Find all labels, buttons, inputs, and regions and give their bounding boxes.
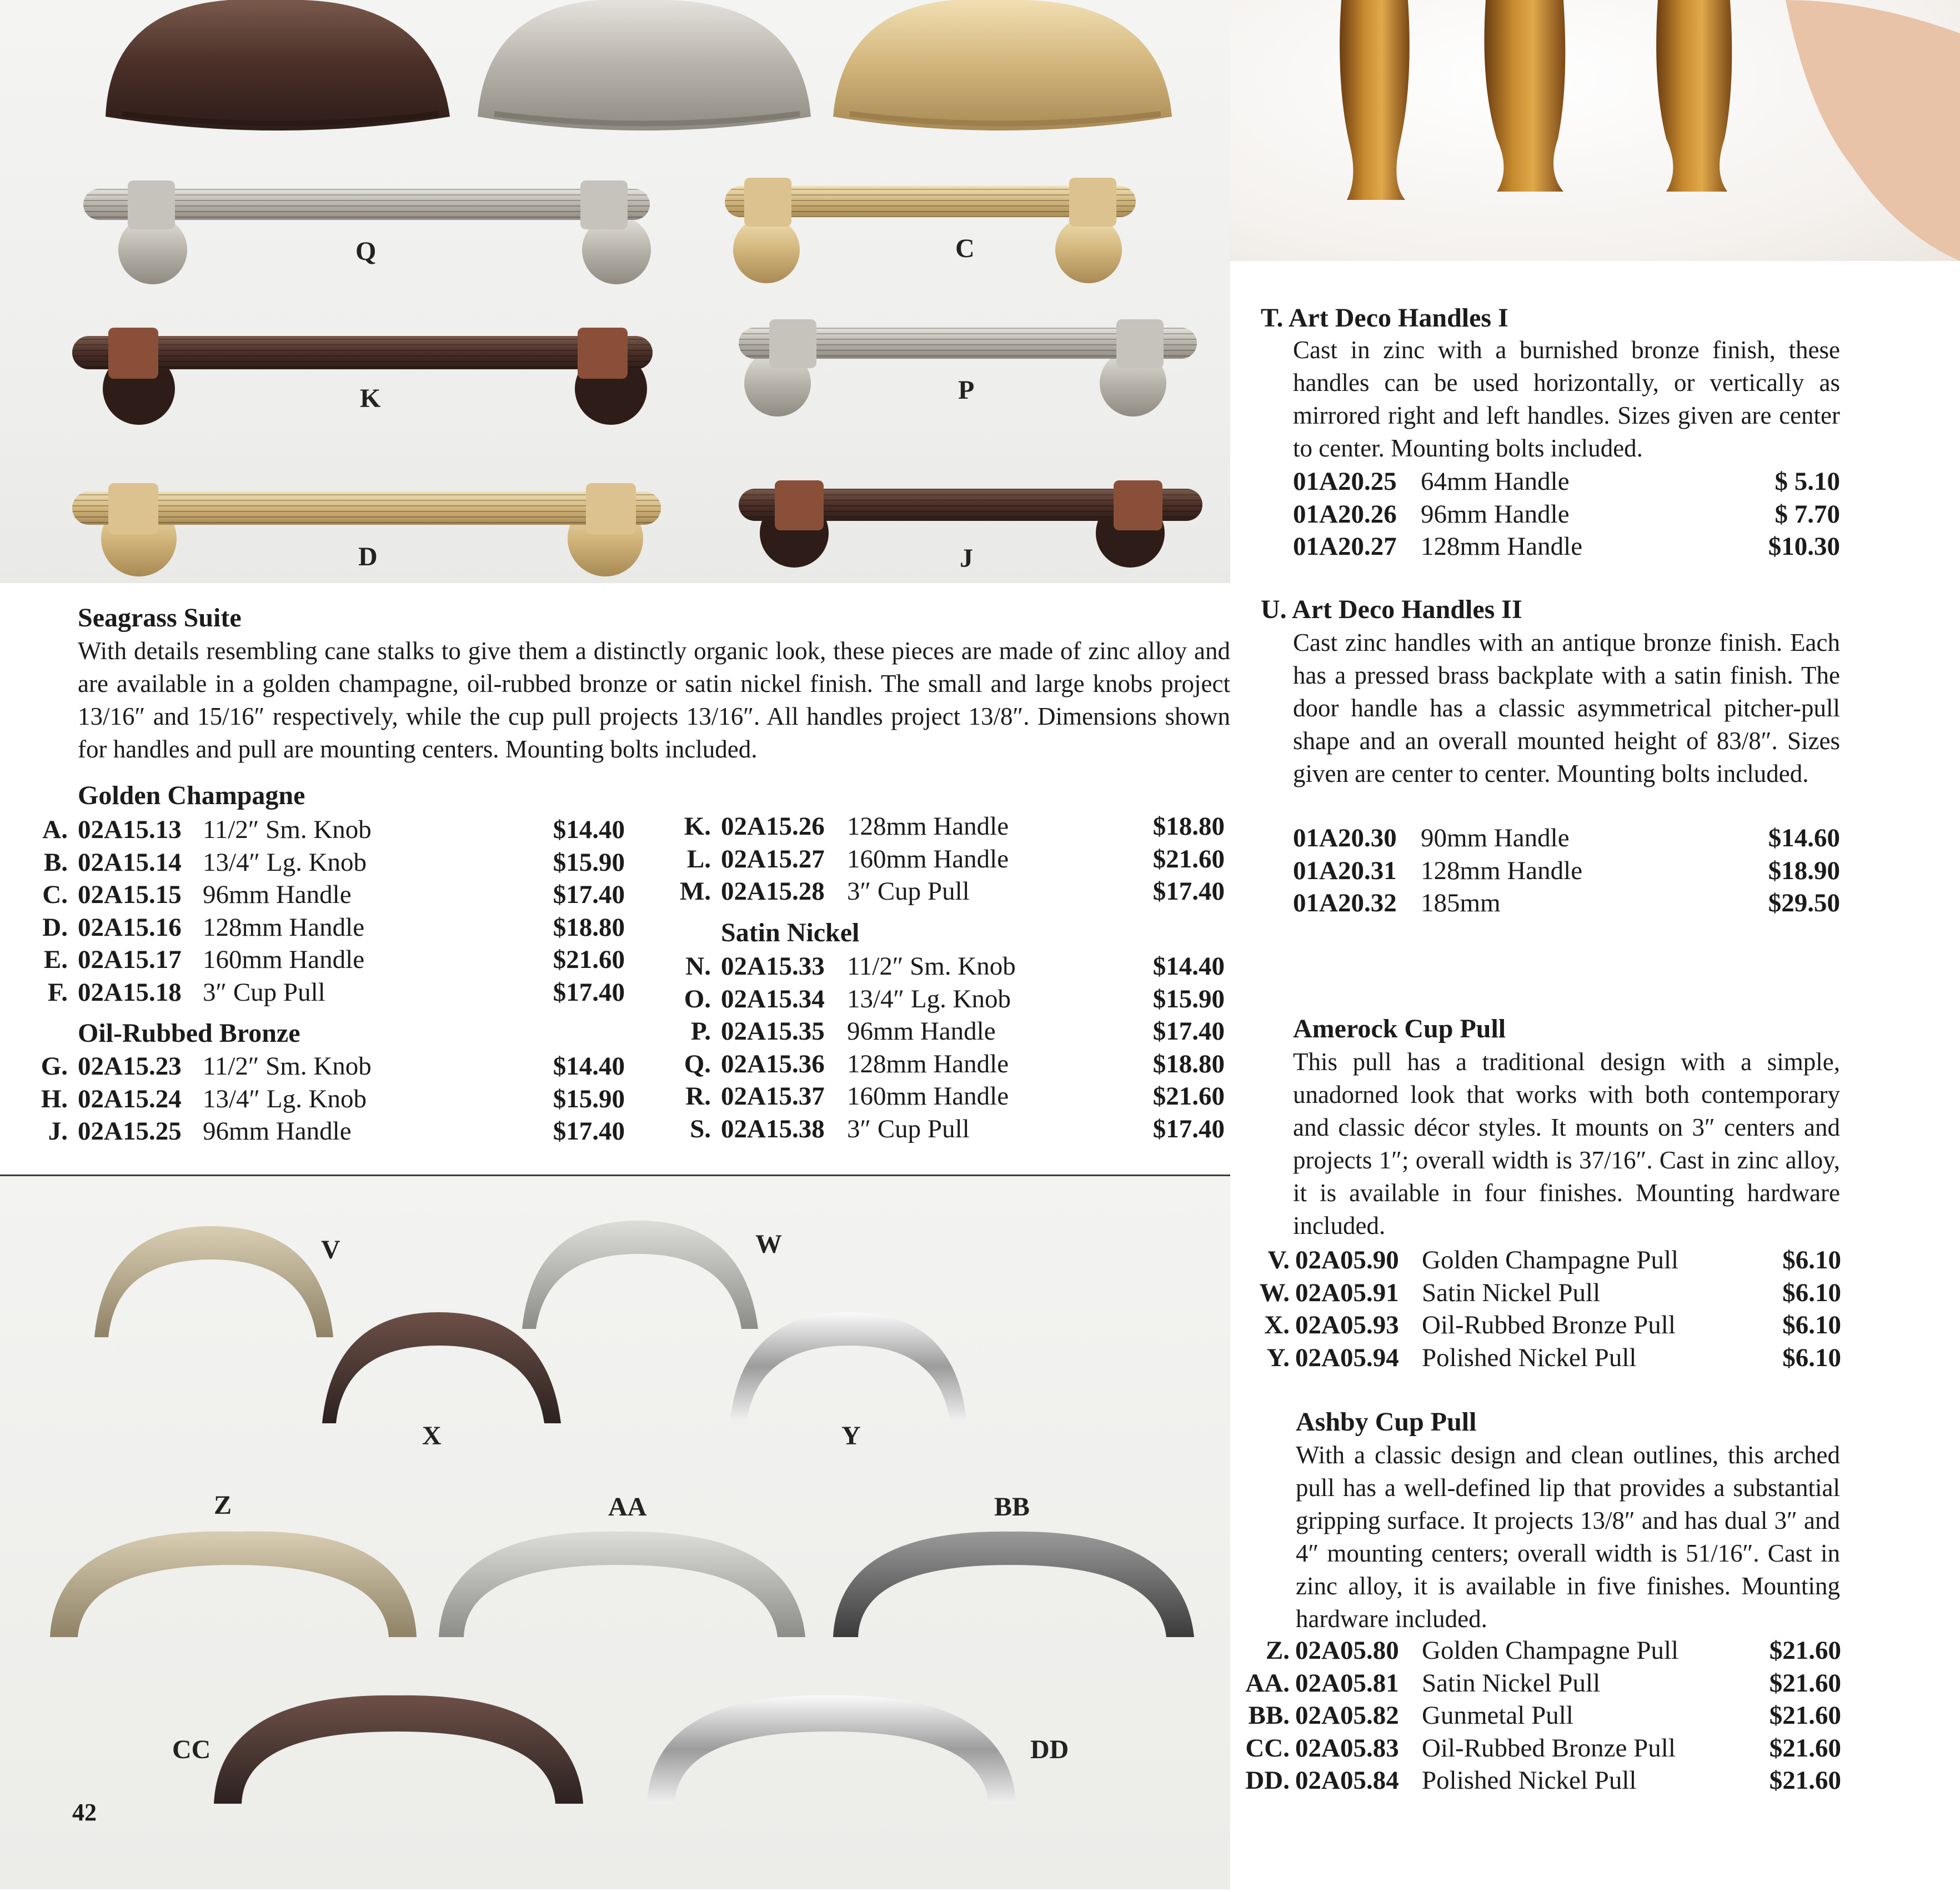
item-letter: O.	[684, 984, 711, 1013]
item-code: 02A15.25	[78, 1117, 182, 1146]
price-row	[655, 1015, 1225, 1047]
item-description: Polished Nickel Pull	[1422, 1766, 1637, 1795]
item-code: 01A20.27	[1293, 532, 1397, 561]
item-price: $17.40	[1152, 877, 1225, 906]
ashby-description: With a classic design and clean outlines, this arched pull has a well-defined lip that provides a substantial gripping surface. It projects 13/8″ and has dual 3″ and 4″ mounting centers; overall width is 51/16″. Cast in zinc alloy, it is available in five finishes. Mounting hardware included.	[1296, 1441, 1840, 1633]
item-code: 02A15.38	[721, 1114, 825, 1143]
price-row	[1239, 1342, 1841, 1374]
item-description: Oil-Rubbed Bronze Pull	[1422, 1733, 1676, 1763]
item-letter: CC.	[1245, 1733, 1290, 1763]
photo-label-w: W	[755, 1229, 782, 1259]
item-code: 02A15.23	[78, 1052, 182, 1081]
item-letter: Z.	[1265, 1636, 1290, 1665]
item-description: 96mm Handle	[203, 1117, 352, 1146]
price-row	[655, 1048, 1225, 1080]
item-code: 01A20.31	[1293, 856, 1397, 885]
art-deco-2-description: Cast zinc handles with an antique bronze finish. Each has a pressed brass backplate with a satin finish. The door handle has a classic asymmetrical pitcher-pull shape and an overall mounted height of 83/8″. Sizes given are center to center. Mounting bolts included.	[1293, 629, 1840, 787]
price-row	[1239, 1244, 1841, 1276]
item-description: 128mm Handle	[1421, 856, 1583, 885]
item-letter: F.	[47, 977, 68, 1007]
item-code: 02A05.82	[1295, 1701, 1399, 1730]
item-code: 02A15.26	[721, 812, 825, 841]
oil-rubbed-bronze-heading: Oil-Rubbed Bronze	[78, 1018, 300, 1048]
amerock-description: This pull has a traditional design with a simple, unadorned look that works with both contemporary and classic décor styles. It mounts on 3″ centers and projects 1″; overall width is 37/16″. Cast in zinc alloy, it is available in four finishes. Mounting hardware included.	[1293, 1048, 1840, 1239]
item-description: 160mm Handle	[203, 945, 365, 974]
golden-champagne-heading: Golden Champagne	[78, 781, 305, 810]
item-code: 02A15.28	[721, 877, 825, 906]
item-letter: DD.	[1245, 1766, 1290, 1795]
item-price: $14.40	[553, 815, 625, 844]
item-code: 02A05.80	[1295, 1636, 1399, 1665]
item-description: 13/4″ Lg. Knob	[203, 847, 367, 877]
item-letter: W.	[1259, 1278, 1290, 1307]
photo-label-d: D	[358, 542, 378, 571]
item-code: 01A20.25	[1293, 467, 1397, 496]
ashby-title: Ashby Cup Pull	[1296, 1407, 1477, 1437]
art-deco-1-letter: T.	[1261, 303, 1284, 333]
price-row	[1293, 498, 1840, 530]
item-code: 01A20.30	[1293, 824, 1397, 852]
item-description: 13/4″ Lg. Knob	[203, 1084, 367, 1113]
amerock-title: Amerock Cup Pull	[1293, 1014, 1506, 1043]
art-deco-1-heading	[1261, 303, 1508, 333]
item-letter: X.	[1264, 1311, 1290, 1339]
item-code: 02A15.14	[78, 847, 182, 877]
item-description: Gunmetal Pull	[1422, 1701, 1573, 1730]
item-letter: S.	[690, 1114, 711, 1143]
handle-q-nickel	[83, 180, 651, 284]
price-row	[1239, 1732, 1841, 1764]
item-description: 13/4″ Lg. Knob	[847, 984, 1011, 1013]
item-price: $15.90	[1152, 984, 1225, 1013]
price-row	[655, 950, 1225, 982]
item-description: 3″ Cup Pull	[847, 1114, 970, 1143]
item-code: 02A15.35	[721, 1017, 825, 1046]
item-description: 160mm Handle	[847, 844, 1009, 874]
item-description: Golden Champagne Pull	[1422, 1246, 1679, 1274]
item-price: $17.40	[1152, 1017, 1225, 1046]
item-code: 02A15.34	[721, 984, 825, 1013]
item-letter: C.	[42, 880, 68, 909]
photo-label-dd: DD	[1030, 1735, 1069, 1764]
item-price: $18.80	[553, 912, 625, 942]
item-price: $21.60	[1769, 1668, 1841, 1698]
price-row	[1293, 465, 1840, 498]
art-deco-1-title: Art Deco Handles I	[1288, 303, 1508, 333]
price-row	[1293, 887, 1840, 919]
item-description: Satin Nickel Pull	[1422, 1278, 1601, 1307]
price-row	[33, 879, 625, 911]
photo-label-c: C	[955, 234, 975, 263]
photo-label-bb: BB	[994, 1492, 1030, 1522]
item-description: 128mm Handle	[203, 912, 365, 942]
price-row	[655, 1080, 1225, 1112]
item-letter: G.	[41, 1052, 68, 1081]
item-price: $6.10	[1782, 1311, 1841, 1339]
price-row	[1239, 1277, 1841, 1309]
handle-c-gold	[725, 178, 1136, 283]
item-letter: N.	[685, 952, 711, 981]
price-row	[33, 846, 625, 879]
item-code: 02A05.84	[1295, 1766, 1399, 1795]
item-code: 02A15.33	[721, 952, 825, 981]
item-description: Polished Nickel Pull	[1422, 1343, 1637, 1372]
item-description: 96mm Handle	[847, 1017, 996, 1046]
item-letter: A.	[42, 815, 68, 844]
item-code: 02A15.15	[78, 880, 182, 909]
item-price: $15.90	[553, 1084, 625, 1113]
item-code: 02A05.94	[1295, 1343, 1399, 1372]
photo-label-p: P	[958, 375, 975, 405]
fan-cup-pull-gold	[833, 0, 1172, 131]
item-code: 02A05.81	[1295, 1668, 1399, 1698]
art-deco-1-description: Cast in zinc with a burnished bronze finish, these handles can be used horizontally, or vertically as mirrored right and left handles. Sizes given are center to center. Mounting bolts included.	[1293, 336, 1840, 462]
item-code: 02A15.13	[78, 815, 182, 844]
item-description: 11/2″ Sm. Knob	[203, 815, 372, 844]
item-letter: K.	[684, 812, 711, 841]
item-description: 96mm Handle	[1421, 499, 1570, 529]
item-price: $17.40	[1152, 1114, 1225, 1143]
price-row	[655, 810, 1225, 842]
fan-cup-pull-bronze	[106, 0, 450, 131]
price-row	[33, 1050, 625, 1082]
price-row	[655, 875, 1225, 907]
item-letter: D.	[42, 912, 68, 942]
price-row	[1239, 1309, 1841, 1341]
price-row	[655, 1113, 1225, 1145]
price-row	[1293, 530, 1840, 563]
photo-label-x: X	[422, 1421, 442, 1451]
item-price: $ 7.70	[1774, 499, 1840, 529]
item-code: 02A05.90	[1295, 1246, 1399, 1274]
photo-label-q: Q	[355, 237, 377, 266]
art-deco-handles-illustration	[1230, 0, 1960, 261]
price-row	[1239, 1667, 1841, 1699]
item-description: 3″ Cup Pull	[847, 877, 970, 906]
photo-label-cc: CC	[172, 1735, 211, 1764]
price-row	[33, 944, 625, 976]
art-deco-2-title: Art Deco Handles II	[1292, 595, 1522, 624]
item-price: $18.80	[1152, 812, 1225, 841]
cup-pulls-illustration	[0, 1176, 1230, 1889]
cup-pull-product-photo	[0, 1175, 1230, 1889]
art-deco-product-photo	[1230, 0, 1960, 261]
item-description: 64mm Handle	[1421, 467, 1570, 496]
item-description: Oil-Rubbed Bronze Pull	[1422, 1311, 1676, 1339]
item-price: $6.10	[1782, 1343, 1841, 1372]
fan-cup-pull-nickel	[478, 0, 811, 131]
item-code: 02A15.36	[721, 1049, 825, 1078]
item-letter: E.	[43, 945, 68, 974]
item-price: $21.60	[1152, 1082, 1225, 1111]
photo-label-aa: AA	[608, 1492, 647, 1522]
item-price: $21.60	[1769, 1766, 1841, 1795]
item-letter: R.	[685, 1082, 711, 1111]
item-letter: P.	[690, 1017, 711, 1046]
seagrass-title: Seagrass Suite	[78, 603, 242, 633]
item-price: $6.10	[1782, 1278, 1841, 1307]
item-code: 02A15.24	[78, 1084, 182, 1113]
item-letter: M.	[679, 877, 711, 906]
item-description: 11/2″ Sm. Knob	[203, 1052, 372, 1081]
item-code: 02A15.18	[78, 977, 182, 1007]
item-description: 3″ Cup Pull	[203, 977, 325, 1007]
price-row	[1239, 1634, 1841, 1667]
item-price: $17.40	[553, 880, 625, 909]
item-description: 128mm Handle	[1421, 532, 1583, 561]
item-code: 02A15.16	[78, 912, 182, 942]
photo-label-z: Z	[214, 1490, 232, 1520]
price-row	[1239, 1699, 1841, 1732]
item-price: $18.80	[1152, 1049, 1225, 1078]
price-row	[655, 843, 1225, 875]
item-price: $17.40	[553, 977, 625, 1007]
item-price: $ 5.10	[1774, 467, 1840, 496]
price-row	[33, 1115, 625, 1147]
seagrass-description: With details resembling cane stalks to give them a distinctly organic look, these pieces are made of zinc alloy and are available in a golden champagne, oil-rubbed bronze or satin nickel finish. The small and large knobs project 13/16″ and 15/16″ respectively, while the cup pull projects 13/16″. All handles project 13/8″. Dimensions shown for handles and pull are mounting centers. Mounting bolts included.	[78, 637, 1230, 763]
item-code: 02A15.37	[721, 1082, 825, 1111]
item-price: $17.40	[553, 1117, 625, 1146]
item-description: 185mm	[1421, 889, 1501, 917]
price-row	[33, 911, 625, 944]
art-deco-2-heading	[1261, 594, 1522, 625]
price-row	[33, 814, 625, 846]
item-letter: L.	[686, 844, 711, 874]
item-price: $21.60	[553, 945, 625, 974]
item-price: $21.60	[1769, 1733, 1841, 1763]
item-price: $10.30	[1768, 532, 1840, 561]
item-code: 02A15.17	[78, 945, 182, 974]
item-price: $6.10	[1782, 1246, 1841, 1274]
item-description: 128mm Handle	[847, 812, 1009, 841]
item-code: 02A15.27	[721, 844, 825, 874]
item-price: $21.60	[1769, 1636, 1841, 1665]
seagrass-product-photo	[0, 0, 1230, 583]
seagrass-hardware-illustration	[0, 0, 1230, 583]
item-description: 96mm Handle	[203, 880, 352, 909]
price-row	[1239, 1764, 1841, 1796]
item-price: $18.90	[1768, 856, 1840, 885]
item-description: 11/2″ Sm. Knob	[847, 952, 1016, 981]
item-description: Golden Champagne Pull	[1422, 1636, 1679, 1665]
item-description: 90mm Handle	[1421, 824, 1570, 852]
satin-nickel-heading: Satin Nickel	[721, 918, 860, 947]
price-row	[33, 1083, 625, 1115]
item-description: 128mm Handle	[847, 1049, 1009, 1078]
photo-label-k: K	[360, 384, 381, 413]
item-price: $14.60	[1768, 824, 1840, 852]
art-deco-2-letter: U.	[1261, 595, 1287, 624]
item-letter: J.	[48, 1117, 68, 1146]
item-letter: Q.	[684, 1049, 711, 1078]
item-description: Satin Nickel Pull	[1422, 1668, 1601, 1698]
item-price: $14.40	[553, 1052, 625, 1081]
price-row	[1293, 822, 1840, 854]
item-description: 160mm Handle	[847, 1082, 1009, 1111]
photo-label-v: V	[321, 1235, 340, 1264]
item-letter: H.	[41, 1084, 68, 1113]
item-price: $29.50	[1768, 889, 1840, 917]
photo-label-j: J	[960, 544, 973, 573]
item-price: $15.90	[553, 847, 625, 877]
item-letter: BB.	[1248, 1701, 1290, 1730]
page-number: 42	[72, 1799, 97, 1826]
price-row	[655, 983, 1225, 1015]
item-price: $21.60	[1152, 844, 1225, 874]
item-code: 02A05.93	[1295, 1311, 1399, 1339]
photo-label-y: Y	[841, 1421, 861, 1451]
item-code: 02A05.83	[1295, 1733, 1399, 1763]
price-row	[1293, 855, 1840, 887]
item-price: $14.40	[1152, 952, 1225, 981]
item-price: $21.60	[1769, 1701, 1841, 1730]
item-letter: AA.	[1245, 1668, 1290, 1698]
item-code: 01A20.26	[1293, 499, 1397, 529]
item-letter: Y.	[1266, 1343, 1290, 1372]
item-code: 01A20.32	[1293, 889, 1397, 917]
item-code: 02A05.91	[1295, 1278, 1399, 1307]
price-row	[33, 976, 625, 1008]
item-letter: V.	[1267, 1246, 1290, 1274]
item-letter: B.	[43, 847, 68, 877]
